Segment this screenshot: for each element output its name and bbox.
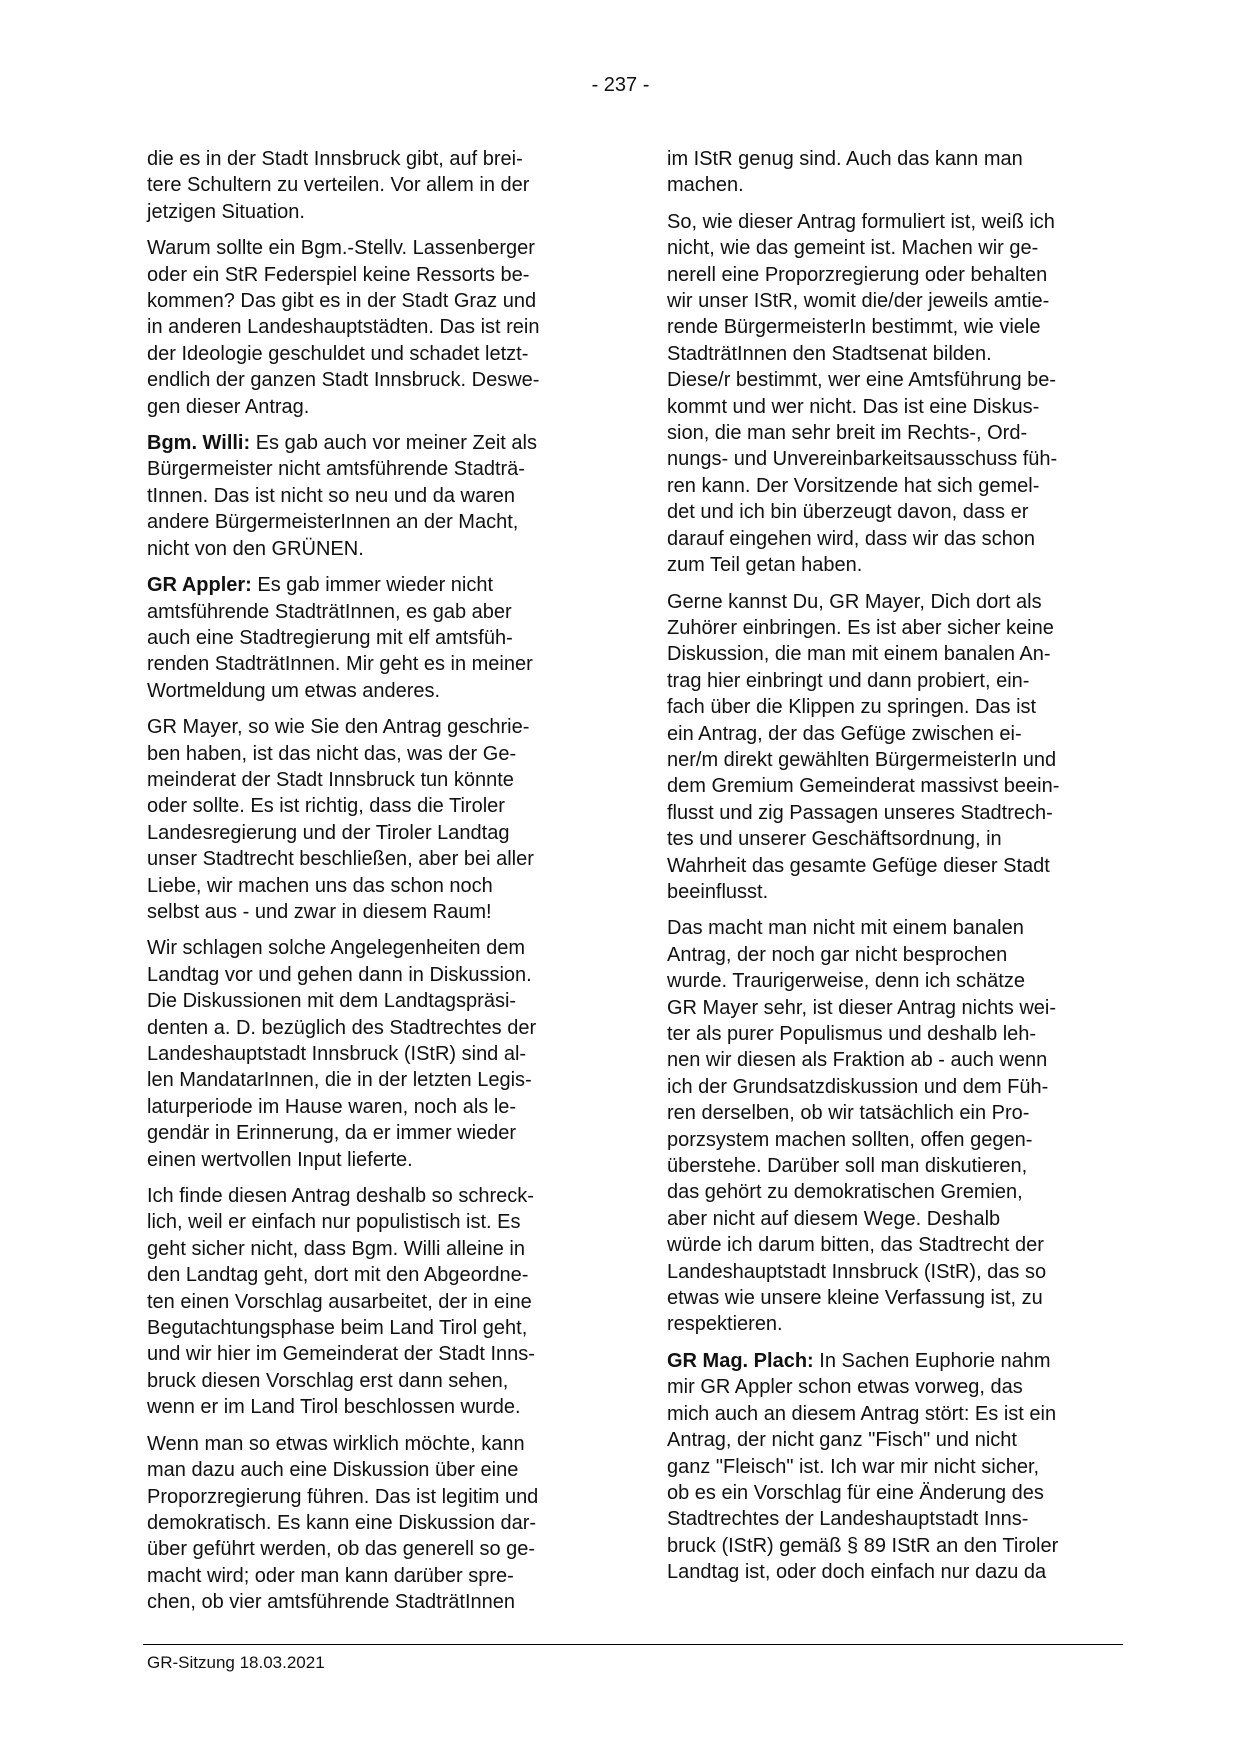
footer-session-date: GR-Sitzung 18.03.2021 [147,1653,325,1672]
paragraph: Gerne kannst Du, GR Mayer, Dich dort als Zuhörer einbringen. Es ist aber sicher keine Diskussion, die man mit einem banalen An- trag hier einbringt und dann probiert, ein- fach über die Klippen zu springen. Das ist ein Antrag, der das Gefüge zwischen ei- ner/m direkt gewählten BürgermeisterIn und dem Gremium Gemeinderat massivst beein- flusst und zig Passagen unseres Stadtrech- tes und unserer Geschäftsordnung, in Wahrheit das gesamte Gefüge dieser Stadt beeinflusst. [667,590,1060,903]
speaker-name: Bgm. Willi: [147,432,251,455]
paragraph: Ich finde diesen Antrag deshalb so schreck- lich, weil er einfach nur populistisch ist. Es geht sicher nicht, dass Bgm. Willi alleine in den Landtag geht, dort mit den Abgeordne- ten einen Vorschlag ausarbeitet, der in eine Begutachtungsphase beim Land Tirol geht, und wir hier im Gemeinderat der Stadt Inns- bruck diesen Vorschlag erst dann sehen, wenn er im Land Tirol beschlossen wurde. [147,1185,535,1419]
paragraph: Warum sollte ein Bgm.-Stellv. Lassenberger oder ein StR Federspiel keine Ressorts be- kommen? Das gibt es in der Stadt Graz und in anderen Landeshauptstädten. Das ist rein der Ideologie geschuldet und schadet letzt- endlich der ganzen Stadt Innsbruck. Deswe- gen dieser Antrag. [147,237,540,418]
speaker-name: GR Appler: [147,574,252,597]
paragraph [147,430,599,562]
paragraph: GR Mayer, so wie Sie den Antrag geschrie- ben haben, ist das nicht das, was der Ge- meinderat der Stadt Innsbruck tun könnte oder sollte. Es ist richtig, dass die Tiroler Landesregierung und der Tiroler Landtag unser Stadtrecht beschließen, aber bei aller Liebe, wir machen uns das schon noch selbst aus - und zwar in diesem Raum! [147,716,534,923]
paragraph: Wir schlagen solche Angelegenheiten dem Landtag vor und gehen dann in Diskussion. Die Diskussionen mit dem Landtagspräsi- denten a. D. bezüglich des Stadtrechtes der Landeshauptstadt Innsbruck (IStR) sind al- len MandatarInnen, die in der letzten Legis- laturperiode im Hause waren, noch als le- gendär in Erinnerung, da er immer wieder einen wertvollen Input lieferte. [147,937,537,1171]
footer-divider [143,1644,1123,1645]
paragraph: die es in der Stadt Innsbruck gibt, auf brei- tere Schultern zu verteilen. Vor allem in der jetzigen Situation. [147,148,530,223]
paragraph: im IStR genug sind. Auch das kann man machen. [667,148,1023,197]
page-number: - 237 - [591,74,650,96]
speech-text: Es gab immer wieder nicht amtsführende StadträtInnen, es gab aber auch eine Stadtregierung mit elf amtsfüh- renden StadträtInnen. Mir geht es in meiner Wortmeldung um etwas anderes. [147,574,533,702]
speaker-name: GR Mag. Plach: [667,1349,814,1372]
paragraph: So, wie dieser Antrag formuliert ist, weiß ich nicht, wie das gemeint ist. Machen wir ge- nerell eine Proporzregierung oder behalten wir unser IStR, womit die/der jeweils amtie- rende BürgermeisterIn bestimmt, wie viele StadträtInnen den Stadtsenat bilden. Diese/r bestimmt, wer eine Amtsführung be- kommt und wer nicht. Das ist eine Diskus- sion, die man sehr breit im Rechts-, Ord- nungs- und Unvereinbarkeitsausschuss füh- ren kann. Der Vorsitzende hat sich gemel- det und ich bin überzeugt davon, dass er darauf eingehen wird, dass wir das schon zum Teil getan haben. [667,210,1058,577]
speech-text: In Sachen Euphorie nahm mir GR Appler schon etwas vorweg, das mich auch an diesem Antrag stört: Es ist ein Antrag, der nicht ganz "Fisch" und nicht ganz "Fleisch" ist. Ich war mir nicht sicher, ob es ein Vorschlag für eine Änderung des Stadtrechtes der Landeshauptstadt Inns- bruck (IStR) gemäß § 89 IStR an den Tiroler Landtag ist, oder doch einfach nur dazu da [667,1349,1059,1584]
paragraph: Das macht man nicht mit einem banalen Antrag, der noch gar nicht besprochen wurde. Traurigerweise, denn ich schätze GR Mayer sehr, ist dieser Antrag nichts wei- ter als purer Populismus und deshalb leh- nen wir diesen als Fraktion ab - auch wenn ich der Grundsatzdiskussion und dem Füh- ren derselben, ob wir tatsächlich ein Pro- porzsystem machen sollten, offen gegen- überstehe. Darüber soll man diskutieren, das gehört zu demokratischen Gremien, aber nicht auf diesem Wege. Deshalb würde ich darum bitten, das Stadtrecht der Landeshauptstadt Innsbruck (IStR), das so etwas wie unsere kleine Verfassung ist, zu respektieren. [667,917,1057,1336]
paragraph [667,1348,1119,1586]
speech-text: Es gab auch vor meiner Zeit als Bürgermeister nicht amtsführende Stadträ- tInnen. Das ist nicht so neu und da waren andere BürgermeisterInnen an der Macht, nicht von den GRÜNEN. [147,432,537,560]
right-column [667,146,1119,1596]
left-column [147,146,599,1626]
paragraph [147,572,599,704]
paragraph: Wenn man so etwas wirklich möchte, kann man dazu auch eine Diskussion über eine Proporzregierung führen. Das ist legitim und demokratisch. Es kann eine Diskussion dar- über geführt werden, ob das generell so ge- macht wird; oder man kann darüber spre- chen, ob vier amtsführende StadträtInnen [147,1432,539,1614]
